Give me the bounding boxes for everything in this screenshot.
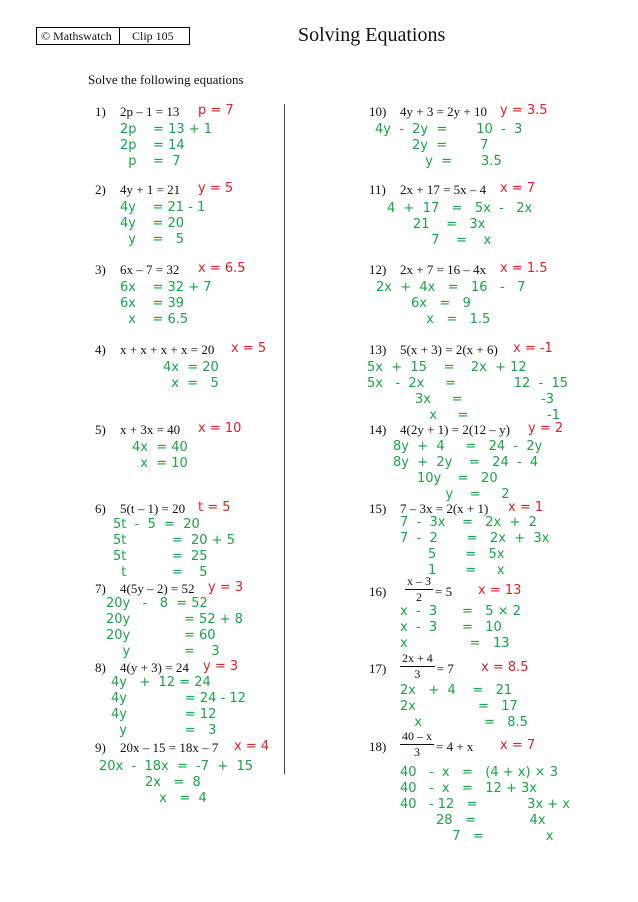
column-divider [284, 104, 285, 774]
working-line: 20y = 60 [106, 628, 216, 643]
fraction-numerator: 40 – x [402, 729, 432, 743]
working-line: 4y - 2y = 10 - 3 [375, 122, 523, 137]
working-line: 6x = 32 + 7 [120, 280, 212, 295]
working-line: 4y = 24 - 12 [111, 691, 246, 706]
answer-text: x = 10 [198, 421, 242, 436]
working-line: x = 8.5 [406, 715, 528, 730]
answer-text: x = 7 [500, 181, 536, 196]
answer-text: y = 2 [528, 421, 564, 436]
working-line: x = 1.5 [418, 312, 491, 327]
question-number: 4) [95, 342, 106, 357]
equation-text: 20x – 15 = 18x – 7 [120, 740, 219, 755]
fraction-denominator: 3 [414, 745, 420, 759]
working-line: x = 13 [400, 636, 510, 651]
equation-text: 5(x + 3) = 2(x + 6) [400, 342, 498, 357]
working-line: y = 3 [111, 723, 217, 738]
answer-text: x = 5 [231, 341, 267, 356]
question-number: 8) [95, 660, 106, 675]
answer-text: x = 1.5 [500, 261, 548, 276]
fraction [400, 651, 435, 682]
working-line: 5t = 20 + 5 [113, 533, 235, 548]
header-divider [119, 28, 120, 44]
answer-text: x = 8.5 [481, 660, 529, 675]
answer-text: x = -1 [513, 341, 553, 356]
fraction-denominator: 3 [414, 667, 421, 681]
page-title: Solving Equations [298, 24, 446, 46]
equation-text: 4y + 1 = 21 [120, 182, 181, 197]
question-number: 2) [95, 182, 106, 197]
fraction-numerator: x – 3 [407, 574, 431, 588]
working-line: x = -1 [421, 408, 560, 423]
question-number: 16) [369, 584, 387, 599]
answer-text: y = 3 [208, 580, 244, 595]
working-line: p = 7 [120, 154, 181, 169]
working-line: 4y + 12 = 24 [111, 675, 211, 690]
equation-text: 2p – 1 = 13 [120, 104, 180, 119]
working-line: 6x = 39 [120, 296, 185, 311]
working-line: 5 = 5x [428, 547, 505, 562]
answer-text: t = 5 [198, 500, 231, 515]
working-line: 8y + 2y = 24 - 4 [393, 455, 539, 470]
working-line: 20x - 18x = -7 + 15 [99, 759, 254, 774]
fraction [405, 574, 433, 605]
equation-text: 6x – 7 = 32 [120, 262, 180, 277]
working-line: 40 - 12 = 3x + x [400, 797, 570, 812]
working-line: 5t - 5 = 20 [113, 517, 200, 532]
equation-text: 2x + 17 = 5x – 4 [400, 182, 487, 197]
question-number: 11) [369, 182, 386, 197]
fraction [400, 729, 434, 760]
answer-text: x = 6.5 [198, 261, 246, 276]
fraction-denominator: 2 [416, 590, 422, 604]
working-line: 10y = 20 [417, 471, 498, 486]
working-line: y = 5 [120, 232, 185, 247]
working-line: 5x + 15 = 2x + 12 [367, 360, 527, 375]
working-line: 7 - 2 = 2x + 3x [400, 531, 550, 546]
question-number: 17) [369, 661, 387, 676]
working-line: x = 10 [132, 456, 188, 471]
equation-text: x + x + x + x = 20 [120, 342, 215, 357]
working-line: 20y = 52 + 8 [106, 612, 243, 627]
copyright-label: © Mathswatch [41, 29, 112, 43]
working-line: 2x + 4 = 21 [400, 683, 513, 698]
working-line: y = 3.5 [417, 154, 502, 169]
working-line: 20y - 8 = 52 [106, 596, 208, 611]
working-line: x = 6.5 [120, 312, 189, 327]
fraction-numerator: 2x + 4 [402, 651, 433, 665]
working-line: 28 = 4x [436, 813, 546, 828]
equation-text: 4(y + 3) = 24 [120, 660, 189, 675]
working-line: 4y = 20 [120, 216, 185, 231]
working-line: 40 - x = 12 + 3x [400, 781, 537, 796]
equation-rest: = 7 [436, 661, 454, 676]
question-number: 6) [95, 501, 106, 516]
working-line: 7 = x [423, 233, 492, 248]
working-line: 4 + 17 = 5x - 2x [387, 201, 533, 216]
working-line: 3x = -3 [415, 392, 554, 407]
question-number: 9) [95, 740, 106, 755]
equation-text: 7 – 3x = 2(x + 1) [400, 501, 489, 516]
instruction-text: Solve the following equations [88, 72, 244, 87]
equation-rest: = 4 + x [436, 739, 474, 754]
equation-text: 4y + 3 = 2y + 10 [400, 104, 487, 119]
answer-text: x = 13 [478, 583, 522, 598]
working-line: 21 = 3x [413, 217, 486, 232]
question-number: 3) [95, 262, 106, 277]
working-line: 7 = x [444, 829, 554, 844]
working-line: y = 3 [106, 644, 220, 659]
question-number: 1) [95, 104, 106, 119]
question-number: 5) [95, 422, 106, 437]
working-line: 4x = 40 [132, 440, 188, 455]
header-box [36, 27, 190, 45]
working-line: 7 - 3x = 2x + 2 [400, 515, 537, 530]
working-line: x = 5 [163, 376, 219, 391]
equation-text: 2x + 7 = 16 – 4x [400, 262, 487, 277]
equation-rest: = 5 [435, 584, 453, 599]
working-line: x - 3 = 5 × 2 [400, 604, 521, 619]
answer-text: x = 4 [234, 739, 270, 754]
answer-text: y = 5 [198, 181, 234, 196]
working-line: y = 2 [429, 487, 510, 502]
working-line: 5t = 25 [113, 549, 208, 564]
answer-text: y = 3 [203, 659, 239, 674]
question-number: 13) [369, 342, 387, 357]
working-line: 2p = 13 + 1 [120, 122, 213, 137]
answer-text: x = 7 [500, 738, 536, 753]
question-number: 10) [369, 104, 387, 119]
working-line: 2y = 7 [412, 138, 489, 153]
question-number: 18) [369, 739, 387, 754]
working-line: 8y + 4 = 24 - 2y [393, 439, 543, 454]
answer-text: x = 1 [508, 500, 544, 515]
working-line: 40 - x = (4 + x) × 3 [400, 765, 558, 780]
equation-text: 5(t – 1) = 20 [120, 501, 186, 516]
answer-text: y = 3.5 [500, 103, 548, 118]
equation-text: x + 3x = 40 [120, 422, 181, 437]
clip-label: Clip 105 [132, 29, 174, 43]
question-number: 15) [369, 501, 387, 516]
working-line: 2x = 17 [400, 699, 518, 714]
working-line: 4y = 12 [111, 707, 217, 722]
working-line: x - 3 = 10 [400, 620, 502, 635]
question-number: 7) [95, 581, 106, 596]
answer-text: p = 7 [198, 103, 234, 118]
working-line: 4x = 20 [163, 360, 219, 375]
working-line: 2x = 8 [145, 775, 201, 790]
working-line: 1 = x [428, 563, 505, 578]
working-line: t = 5 [113, 565, 208, 580]
question-number: 14) [369, 422, 387, 437]
working-line: 2x + 4x = 16 - 7 [376, 280, 526, 295]
working-line: x = 4 [151, 791, 207, 806]
working-line: 2p = 14 [120, 138, 185, 153]
working-line: 4y = 21 - 1 [120, 200, 206, 215]
equation-text: 4(2y + 1) = 2(12 – y) [400, 422, 510, 437]
question-number: 12) [369, 262, 387, 277]
working-line: 6x = 9 [411, 296, 471, 311]
working-line: 5x - 2x = 12 - 15 [367, 376, 568, 391]
equation-text: 4(5y – 2) = 52 [120, 581, 195, 596]
